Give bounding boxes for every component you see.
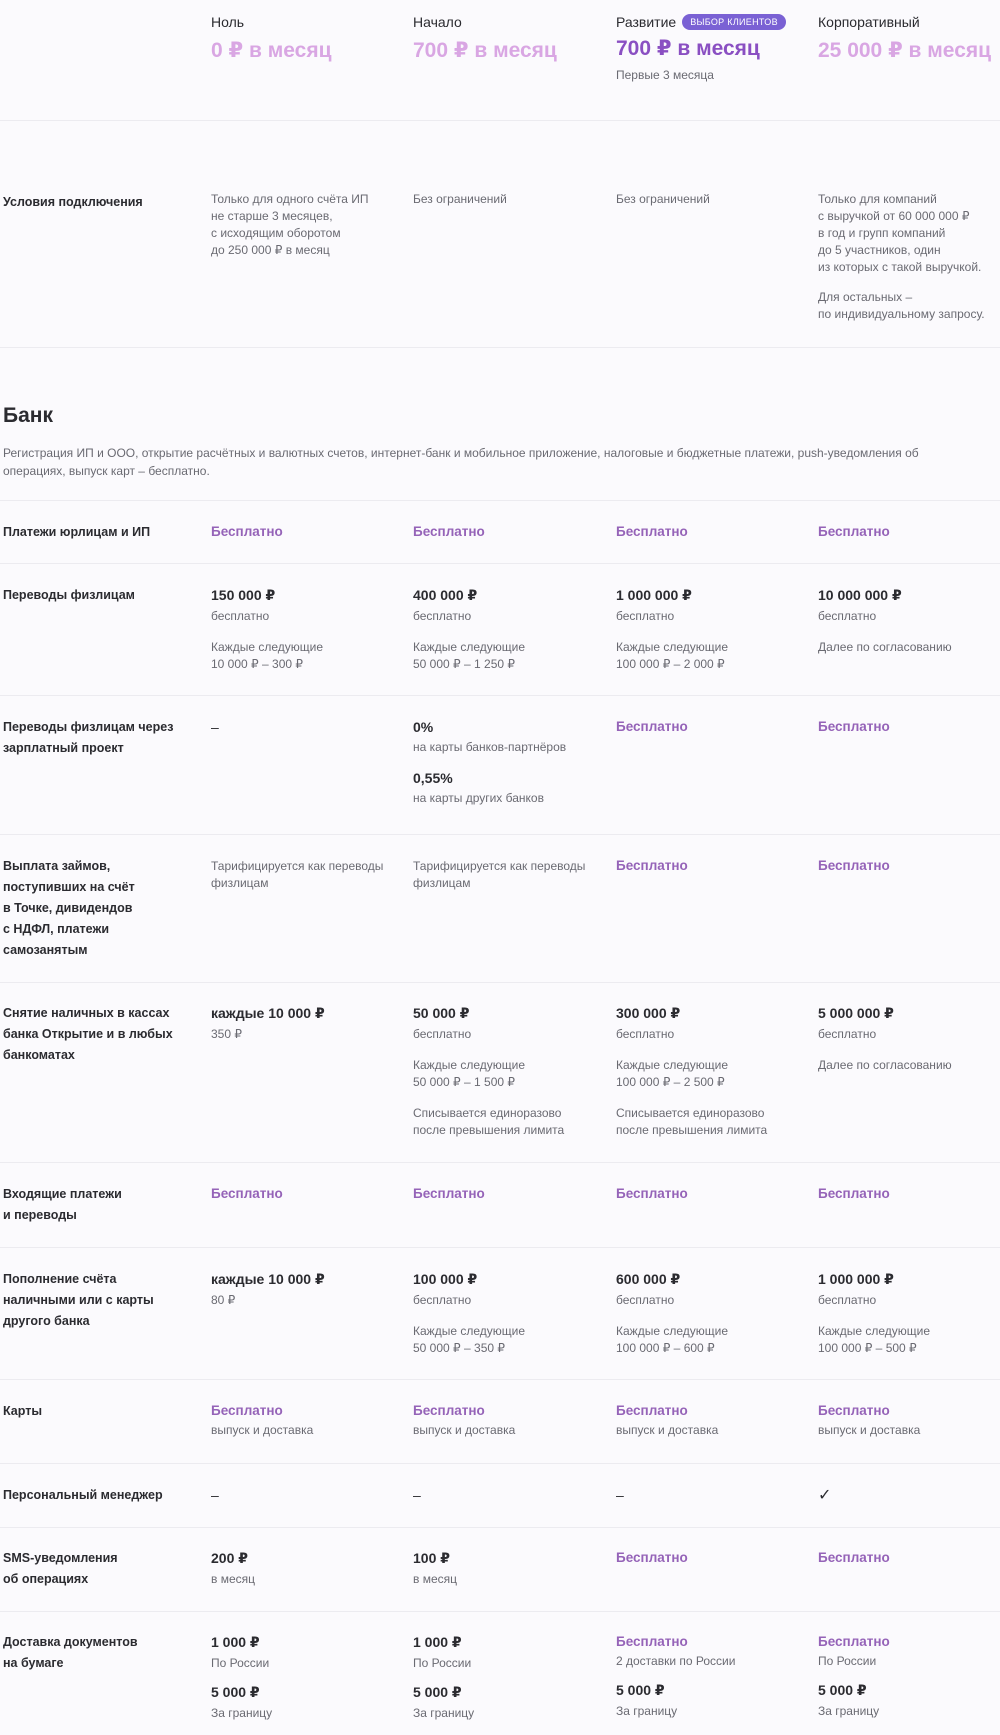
amount-caption: бесплатно bbox=[413, 609, 472, 623]
amount: 5 000 000 ₽ bbox=[818, 1005, 894, 1021]
amount: 1 000 000 ₽ bbox=[616, 587, 692, 603]
percent: 0% bbox=[413, 719, 434, 735]
text-line: Тарифицируется как переводы bbox=[211, 859, 384, 873]
amount-caption: За границу bbox=[616, 1704, 678, 1718]
text-line: по индивидуальному запросу. bbox=[818, 307, 985, 321]
amount: 100 000 ₽ bbox=[413, 1271, 478, 1287]
row-label-conditions: Условия подключения bbox=[3, 195, 143, 209]
label-line: на бумаге bbox=[3, 1656, 64, 1670]
value-free: Бесплатно bbox=[211, 1186, 283, 1201]
amount: 400 000 ₽ bbox=[413, 587, 478, 603]
cell-transfers-growth bbox=[616, 587, 806, 673]
cell-transfers-start bbox=[413, 587, 603, 673]
plan-price: 25 000 ₽ в месяц bbox=[818, 39, 992, 62]
note-line: 50 000 ₽ – 1 250 ₽ bbox=[413, 657, 516, 671]
section-title-bank: Банк bbox=[3, 404, 53, 427]
note-line: 100 000 ₽ – 2 000 ₽ bbox=[616, 657, 725, 671]
divider bbox=[0, 347, 1000, 348]
amount: 5 000 ₽ bbox=[818, 1682, 867, 1698]
divider bbox=[0, 1527, 1000, 1528]
note-line: после превышения лимита bbox=[413, 1123, 565, 1137]
text-line: физлицам bbox=[211, 876, 269, 890]
label-line: банкоматах bbox=[3, 1048, 75, 1062]
amount: каждые 10 000 ₽ bbox=[211, 1005, 325, 1021]
note-line: Каждые следующие bbox=[413, 640, 525, 654]
value-free: Бесплатно bbox=[413, 1403, 485, 1418]
text-line: не старше 3 месяцев, bbox=[211, 209, 333, 223]
row-label-manager: Персональный менеджер bbox=[3, 1488, 163, 1502]
cell-docs-zero bbox=[211, 1634, 401, 1722]
cell-cards-zero bbox=[211, 1403, 401, 1439]
cards-caption: выпуск и доставка bbox=[616, 1423, 719, 1437]
amount: 10 000 000 ₽ bbox=[818, 587, 902, 603]
label-line: Снятие наличных в кассах bbox=[3, 1006, 170, 1020]
value-none: – bbox=[413, 1487, 421, 1503]
amount-caption: По России bbox=[211, 1656, 270, 1670]
cell-cash-out-start bbox=[413, 1005, 603, 1139]
percent-caption: на карты других банков bbox=[413, 791, 544, 805]
amount-caption: За границу bbox=[211, 1706, 273, 1720]
percent-caption: на карты банков-партнёров bbox=[413, 740, 567, 754]
text-line: в год и групп компаний bbox=[818, 226, 946, 240]
amount: 1 000 000 ₽ bbox=[818, 1271, 894, 1287]
text-line: Только для компаний bbox=[818, 192, 937, 206]
cell-sms-zero bbox=[211, 1550, 401, 1588]
cell-transfers-zero bbox=[211, 587, 401, 673]
amount: 200 ₽ bbox=[211, 1550, 248, 1566]
amount: 100 ₽ bbox=[413, 1550, 450, 1566]
label-line: об операциях bbox=[3, 1572, 89, 1586]
note-line: 100 000 ₽ – 2 500 ₽ bbox=[616, 1075, 725, 1089]
amount-caption: бесплатно bbox=[413, 1293, 472, 1307]
value-none: – bbox=[211, 719, 219, 735]
plan-corp[interactable] bbox=[818, 14, 1000, 63]
amount-caption: бесплатно bbox=[413, 1027, 472, 1041]
label-line: зарплатный проект bbox=[3, 741, 124, 755]
plan-price: 700 ₽ в месяц bbox=[413, 39, 557, 62]
cell-loans-start bbox=[413, 858, 603, 892]
value-free: Бесплатно bbox=[616, 1403, 688, 1418]
divider bbox=[0, 1247, 1000, 1248]
cards-caption: выпуск и доставка bbox=[818, 1423, 921, 1437]
amount-caption: За границу bbox=[818, 1704, 880, 1718]
label-line: SMS-уведомления bbox=[3, 1551, 118, 1565]
amount-caption: За границу bbox=[413, 1706, 475, 1720]
row-label-payments-legal: Платежи юрлицам и ИП bbox=[3, 525, 151, 539]
amount-caption: бесплатно bbox=[616, 1293, 675, 1307]
percent: 0,55% bbox=[413, 770, 453, 786]
value-free: Бесплатно bbox=[818, 1186, 890, 1201]
plan-name-row bbox=[616, 14, 806, 30]
row-label-transfers: Переводы физлицам bbox=[3, 588, 135, 602]
text-line: Тарифицируется как переводы bbox=[413, 859, 586, 873]
amount-caption: бесплатно bbox=[616, 1027, 675, 1041]
amount: 600 000 ₽ bbox=[616, 1271, 681, 1287]
value-free: Бесплатно bbox=[616, 524, 688, 539]
cell-docs-corp bbox=[818, 1634, 1000, 1720]
row-label-incoming bbox=[3, 1184, 178, 1226]
value-free: Бесплатно bbox=[818, 1403, 890, 1418]
divider bbox=[0, 1611, 1000, 1612]
amount-caption: По России bbox=[818, 1654, 877, 1668]
value-free: Бесплатно bbox=[616, 719, 688, 734]
amount-caption: бесплатно bbox=[211, 609, 270, 623]
cell-cash-out-growth bbox=[616, 1005, 806, 1139]
label-line: в Точке, дивидендов bbox=[3, 901, 133, 915]
note-line: 10 000 ₽ – 300 ₽ bbox=[211, 657, 304, 671]
plan-growth[interactable] bbox=[616, 14, 806, 84]
note-line: Каждые следующие bbox=[413, 1058, 525, 1072]
cell-salary-start bbox=[413, 719, 603, 807]
plan-name: Развитие bbox=[616, 14, 677, 30]
note-line: 100 000 ₽ – 500 ₽ bbox=[818, 1341, 917, 1355]
amount-caption: 350 ₽ bbox=[211, 1027, 242, 1041]
amount: 5 000 ₽ bbox=[413, 1684, 462, 1700]
plan-price: 700 ₽ в месяц bbox=[616, 37, 760, 60]
conditions-corp bbox=[818, 191, 1000, 323]
note-line: Списывается единоразово bbox=[616, 1106, 765, 1120]
amount: 50 000 ₽ bbox=[413, 1005, 470, 1021]
plan-name: Ноль bbox=[211, 14, 245, 30]
amount: 5 000 ₽ bbox=[616, 1682, 665, 1698]
label-line: другого банка bbox=[3, 1314, 90, 1328]
label-line: банка Открытие и в любых bbox=[3, 1027, 173, 1041]
cell-topup-zero bbox=[211, 1271, 401, 1309]
plan-start[interactable] bbox=[413, 14, 603, 63]
divider bbox=[0, 500, 1000, 501]
note-line: Далее по согласованию bbox=[818, 1058, 952, 1072]
text-line: физлицам bbox=[413, 876, 471, 890]
row-label-cash-out bbox=[3, 1003, 178, 1066]
divider bbox=[0, 834, 1000, 835]
amount: 1 000 ₽ bbox=[413, 1634, 462, 1650]
text-line: до 5 участников, один bbox=[818, 243, 941, 257]
label-line: Входящие платежи bbox=[3, 1187, 122, 1201]
cell-loans-zero bbox=[211, 858, 401, 892]
cell-docs-growth bbox=[616, 1634, 806, 1720]
amount-caption: в месяц bbox=[413, 1572, 458, 1586]
cell-cash-out-zero bbox=[211, 1005, 401, 1043]
divider bbox=[0, 1463, 1000, 1464]
note-line: Списывается единоразово bbox=[413, 1106, 562, 1120]
label-line: Переводы физлицам через bbox=[3, 720, 174, 734]
divider bbox=[0, 1162, 1000, 1163]
plan-price: 0 ₽ в месяц bbox=[211, 39, 332, 62]
amount-caption: в месяц bbox=[211, 1572, 256, 1586]
note-line: 100 000 ₽ – 600 ₽ bbox=[616, 1341, 715, 1355]
label-line: и переводы bbox=[3, 1208, 77, 1222]
label-line: с НДФЛ, платежи bbox=[3, 922, 109, 936]
section-description: Регистрация ИП и ООО, открытие расчётных и валютных счетов, интернет-банк и мобильное приложение, налоговые и бюджетные платежи, push-уведомления об операциях, выпуск карт – бесплатно. bbox=[3, 446, 919, 478]
label-line: наличными или с карты bbox=[3, 1293, 154, 1307]
plan-price-note: Первые 3 месяца bbox=[616, 68, 714, 82]
text-line: с исходящим оборотом bbox=[211, 226, 341, 240]
amount: 1 000 ₽ bbox=[211, 1634, 260, 1650]
row-label-loans bbox=[3, 856, 178, 961]
amount: 5 000 ₽ bbox=[211, 1684, 260, 1700]
text-line: с выручкой от 60 000 000 ₽ bbox=[818, 209, 970, 223]
text-line: до 250 000 ₽ в месяц bbox=[211, 243, 330, 257]
divider bbox=[0, 1379, 1000, 1380]
value-free: Бесплатно bbox=[818, 1550, 890, 1565]
text-line: Только для одного счёта ИП bbox=[211, 192, 369, 206]
note-line: Каждые следующие bbox=[211, 640, 323, 654]
value-free: Бесплатно bbox=[413, 524, 485, 539]
text-line: Для остальных – bbox=[818, 290, 913, 304]
value-free: Бесплатно bbox=[818, 858, 890, 873]
label-line: самозанятым bbox=[3, 943, 88, 957]
row-label-docs bbox=[3, 1632, 178, 1674]
row-label-topup bbox=[3, 1269, 178, 1332]
note-line: Каждые следующие bbox=[616, 1058, 728, 1072]
note-line: Каждые следующие bbox=[818, 1324, 930, 1338]
label-line: поступивших на счёт bbox=[3, 880, 135, 894]
row-label-cards: Карты bbox=[3, 1404, 43, 1418]
value-free: Бесплатно bbox=[616, 858, 688, 873]
amount-caption: бесплатно bbox=[818, 1293, 877, 1307]
note-line: Каждые следующие bbox=[616, 1324, 728, 1338]
amount-caption: 80 ₽ bbox=[211, 1293, 236, 1307]
conditions-growth: Без ограничений bbox=[616, 192, 710, 206]
amount: 300 000 ₽ bbox=[616, 1005, 681, 1021]
cell-cards-corp bbox=[818, 1403, 1000, 1439]
conditions-start: Без ограничений bbox=[413, 192, 507, 206]
value-free: Бесплатно bbox=[413, 1186, 485, 1201]
row-label-sms bbox=[3, 1548, 178, 1590]
conditions-zero bbox=[211, 191, 401, 259]
amount-caption: бесплатно bbox=[818, 609, 877, 623]
cards-caption: выпуск и доставка bbox=[413, 1423, 516, 1437]
clients-choice-badge: ВЫБОР КЛИЕНТОВ bbox=[682, 14, 786, 30]
value-free: Бесплатно bbox=[616, 1186, 688, 1201]
note-line: Далее по согласованию bbox=[818, 640, 952, 654]
plan-name: Начало bbox=[413, 14, 462, 30]
check-icon: ✓ bbox=[818, 1487, 832, 1504]
note-line: Каждые следующие bbox=[413, 1324, 525, 1338]
note-line: 50 000 ₽ – 1 500 ₽ bbox=[413, 1075, 516, 1089]
row-label-salary bbox=[3, 717, 178, 759]
value-free: Бесплатно bbox=[818, 524, 890, 539]
note-line: после превышения лимита bbox=[616, 1123, 768, 1137]
value-free: Бесплатно bbox=[211, 524, 283, 539]
amount-caption: 2 доставки по России bbox=[616, 1654, 736, 1668]
amount-caption: По России bbox=[413, 1656, 472, 1670]
divider bbox=[0, 120, 1000, 121]
cell-cash-out-corp bbox=[818, 1005, 1000, 1074]
cell-transfers-corp bbox=[818, 587, 1000, 656]
value-free: Бесплатно bbox=[616, 1550, 688, 1565]
label-line: Доставка документов bbox=[3, 1635, 138, 1649]
note-line: 50 000 ₽ – 350 ₽ bbox=[413, 1341, 506, 1355]
label-line: Пополнение счёта bbox=[3, 1272, 117, 1286]
amount: 150 000 ₽ bbox=[211, 587, 276, 603]
cell-docs-start bbox=[413, 1634, 603, 1722]
divider bbox=[0, 563, 1000, 564]
plan-zero[interactable] bbox=[211, 14, 401, 63]
value-free: Бесплатно bbox=[616, 1634, 688, 1649]
value-none: – bbox=[616, 1487, 624, 1503]
text-line: из которых с такой выручкой. bbox=[818, 260, 982, 274]
divider bbox=[0, 695, 1000, 696]
value-free: Бесплатно bbox=[211, 1403, 283, 1418]
value-none: – bbox=[211, 1487, 219, 1503]
cell-cards-start bbox=[413, 1403, 603, 1439]
note-line: Каждые следующие bbox=[616, 640, 728, 654]
amount-caption: бесплатно bbox=[616, 609, 675, 623]
label-line: Выплата займов, bbox=[3, 859, 111, 873]
cell-topup-corp bbox=[818, 1271, 1000, 1357]
amount: каждые 10 000 ₽ bbox=[211, 1271, 325, 1287]
cell-cards-growth bbox=[616, 1403, 806, 1439]
cards-caption: выпуск и доставка bbox=[211, 1423, 314, 1437]
cell-topup-start bbox=[413, 1271, 603, 1357]
cell-topup-growth bbox=[616, 1271, 806, 1357]
value-free: Бесплатно bbox=[818, 719, 890, 734]
amount-caption: бесплатно bbox=[818, 1027, 877, 1041]
value-free: Бесплатно bbox=[818, 1634, 890, 1649]
plan-name: Корпоративный bbox=[818, 14, 920, 30]
cell-sms-start bbox=[413, 1550, 603, 1588]
divider bbox=[0, 982, 1000, 983]
